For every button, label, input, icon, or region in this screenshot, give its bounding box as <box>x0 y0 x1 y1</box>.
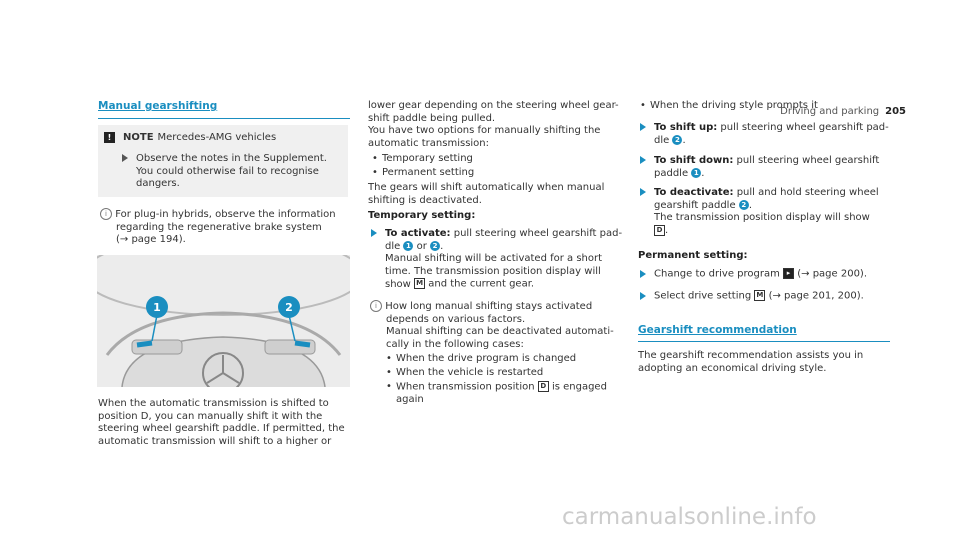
section-rule <box>638 341 890 342</box>
list-item: • Temporary setting <box>382 153 473 166</box>
arrow-icon <box>371 229 377 237</box>
arrow-icon <box>640 292 646 300</box>
middle-paragraph-2: The gears will shift automatically when manual shifting is deactivated. <box>368 182 605 206</box>
deactivate-step: To deactivate: pull and hold steering wheel gearshift paddle 2 . The transmission position display will show D . <box>640 187 879 238</box>
warning-icon: ! <box>104 132 115 143</box>
steering-wheel-figure <box>97 255 350 387</box>
info-text: i For plug-in hybrids, observe the information regarding the regenerative brake system (→ page 194). <box>100 208 336 247</box>
list-item: • Permanent setting <box>382 167 474 180</box>
figure-badge-1: 1 <box>153 301 161 314</box>
m-position-icon: M <box>754 290 765 301</box>
badge-2-icon: 2 <box>430 241 440 251</box>
arrow-icon <box>122 154 128 162</box>
page-number: 205 <box>885 106 906 117</box>
arrow-icon <box>640 123 646 131</box>
activate-step: To activate: pull steering wheel gearshift pad- dle 1 or 2 . Manual shifting will be activated for a short time. The transmission position display will show M and the current gear. <box>371 228 622 291</box>
shift-up-step: To shift up: pull steering wheel gearshift pad- dle 2 . <box>640 122 889 147</box>
list-item: • When the drive program is changed <box>396 353 576 366</box>
arrow-icon <box>640 188 646 196</box>
d-position-icon: D <box>654 225 665 236</box>
header-title: Driving and parking <box>780 106 880 117</box>
badge-1-icon: 1 <box>403 241 413 251</box>
watermark: carmanualsonline.info <box>562 504 817 530</box>
note-title: Mercedes-AMG vehicles <box>157 132 277 143</box>
m-position-icon: M <box>414 278 425 289</box>
list-item: • When the vehicle is restarted <box>396 367 543 380</box>
badge-2-icon: 2 <box>672 135 682 145</box>
section-title-manual-gearshifting: Manual gearshifting <box>98 100 218 112</box>
section-title-gearshift-recommendation: Gearshift recommendation <box>638 324 797 336</box>
d-position-icon: D <box>538 381 549 392</box>
perm-step-2: Select drive setting M (→ page 201, 200). <box>640 290 864 303</box>
shift-down-step: To shift down: pull steering wheel gearshift paddle 1 . <box>640 155 879 180</box>
drive-program-icon: ▸ <box>783 268 794 279</box>
info-icon: i <box>370 300 382 312</box>
permanent-setting-heading: Permanent setting: <box>638 250 748 261</box>
info-icon: i <box>100 208 112 220</box>
recommendation-text: The gearshift recommendation assists you in adopting an economical driving style. <box>638 350 864 374</box>
section-rule <box>98 118 350 119</box>
badge-2-icon: 2 <box>739 200 749 210</box>
perm-step-1: Change to drive program ▸ (→ page 200). <box>640 268 867 281</box>
note-label: NOTE <box>123 132 154 143</box>
temporary-setting-heading: Temporary setting: <box>368 210 476 221</box>
badge-1-icon: 1 <box>691 168 701 178</box>
middle-paragraph-1: lower gear depending on the steering wheel gear- shift paddle being pulled. You have two options for manually shifting the automatic transmission: <box>368 100 619 149</box>
arrow-icon <box>640 156 646 164</box>
note-text: Observe the notes in the Supplement. You could otherwise fail to recognise dangers. <box>122 153 327 191</box>
left-paragraph: When the automatic transmission is shifted to position D, you can manually shift it with the steering wheel gearshift paddle. If permitted, the automatic transmission will shift to a higher or <box>98 398 345 447</box>
note-header <box>104 132 276 143</box>
steering-wheel-illustration <box>97 255 350 387</box>
list-item: • When transmission position D is engaged again <box>396 381 607 407</box>
list-item: • When the driving style prompts it <box>650 100 818 113</box>
figure-badge-2: 2 <box>285 301 293 314</box>
middle-info: i How long manual shifting stays activated depends on various factors. Manual shifting can be deactivated automati- cally in the following cases: <box>370 300 614 351</box>
arrow-icon <box>640 270 646 278</box>
